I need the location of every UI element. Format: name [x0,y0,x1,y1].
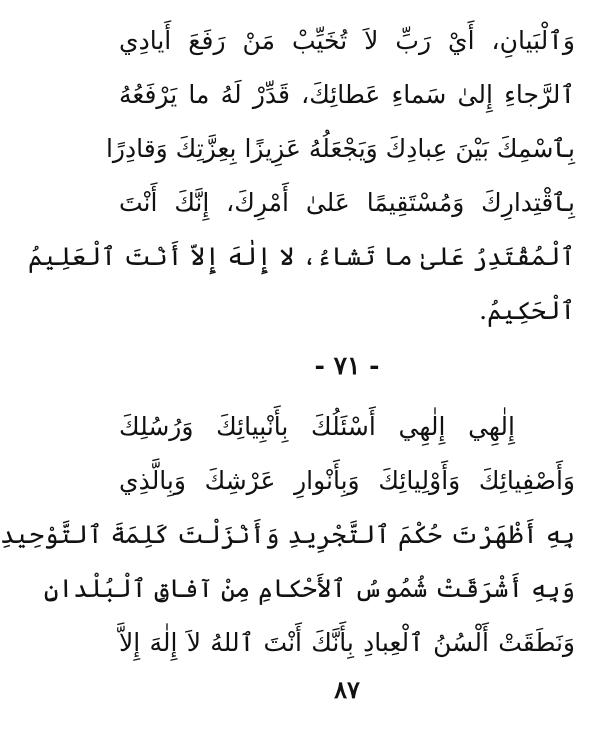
section-number: - ٧١ - [314,351,380,380]
text-line: إِلٰهِي إِلٰهِي أَسْئَلُكَ بِأَنْبِيائِكَ وَرُسُلِكَ [119,412,515,441]
text-line: بِهِ أَظْهَرْتَ حُكْمَ ٱلتَّجْرِيدِ وَأَنْزَلْتَ كَلِمَةَ ٱلتَّوْحِيدِ [0,520,575,549]
text-line: ٱلْحَكِيمُ. [479,296,575,325]
text-line: وَبِهِ أَشْرَقَتْ شُمُوسُ ٱلأَحْكامِ مِنْ آفاقِ ٱلْبُلْدانِ [43,574,575,603]
page-number: ٨٧ [334,675,360,704]
text-line: وَأَصْفِيائِكَ وَأَوْلِيائِكَ وَبِأَنْوارِ عَرْشِكَ وَبِالَّذِي [119,466,575,495]
text-line: ٱلْمُقْتَدِرُ عَلىٰ ما تَشاءُ، لا إِلٰهَ إِلاّ أَنْتَ ٱلْعَلِيمُ [28,242,575,271]
text-line: وَٱلْبَيانِ، أَيْ رَبِّ لاَ تُخَيِّبْ مَنْ رَفَعَ أَيادِي [119,26,575,55]
paragraph-new-prayer [0,400,575,670]
text-line: وَنَطَقَتْ أَلْسُنُ ٱلْعِبادِ بِأَنَّكَ أَنْتَ ٱللهُ لاَ إِلٰهَ إِلاَّ [119,628,575,657]
text-line: ٱلرَّجاءِ إِلىٰ سَماءِ عَطائِكَ، قَدِّرْ لَهُ ما يَرْفَعُهُ [119,80,575,109]
text-line: بِٱسْمِكَ بَيْنَ عِبادِكَ وَيَجْعَلُهُ عَزِيزًا بِعِزَّتِكَ وَقادِرًا [105,134,575,163]
text-line: بِٱقْتِدارِكَ وَمُسْتَقِيمًا عَلىٰ أَمْرِكَ، إِنَّكَ أَنْتَ [119,188,575,217]
paragraph-continued-prayer [28,14,575,338]
